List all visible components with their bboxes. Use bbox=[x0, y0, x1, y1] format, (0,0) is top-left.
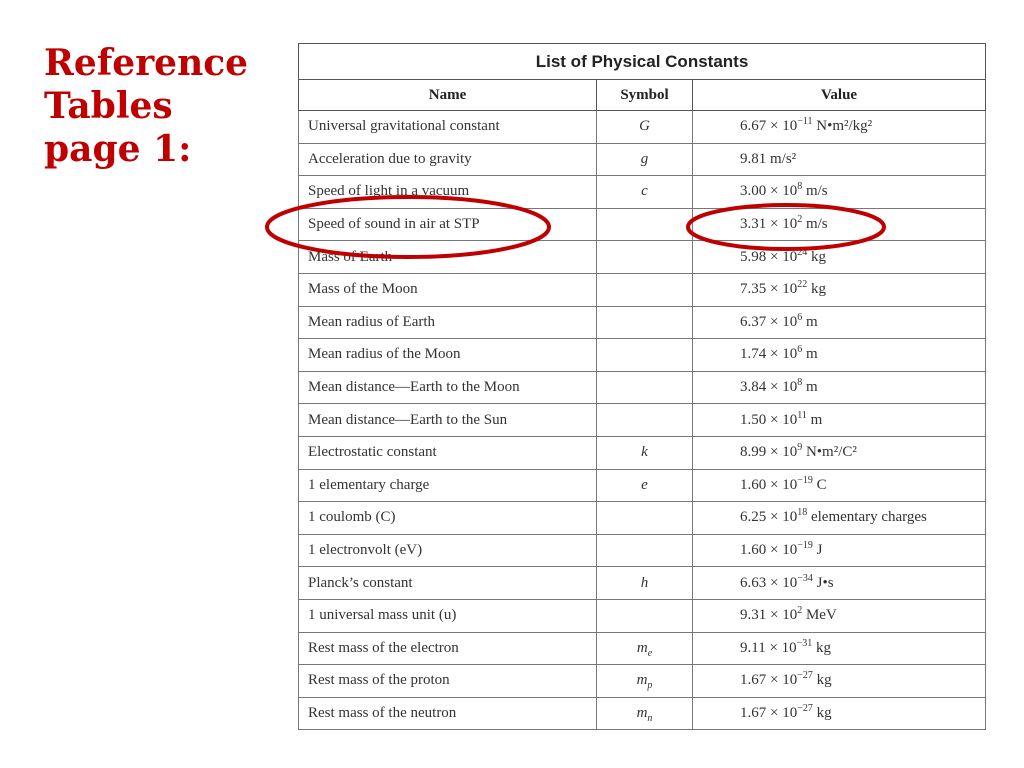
constant-symbol-subscript: p bbox=[647, 680, 653, 692]
constant-symbol bbox=[597, 273, 693, 306]
constant-value-unit: N•m²/kg² bbox=[812, 118, 873, 135]
constant-symbol-letter: h bbox=[640, 574, 649, 591]
column-header-symbol: Symbol bbox=[597, 80, 693, 111]
constant-symbol bbox=[597, 143, 693, 176]
constant-value-unit: kg bbox=[812, 639, 832, 656]
constant-value-unit: kg bbox=[812, 672, 832, 689]
constant-name: Rest mass of the electron bbox=[299, 632, 597, 665]
constant-name: Mean distance—Earth to the Sun bbox=[299, 404, 597, 437]
constant-value-exponent: 24 bbox=[797, 246, 808, 258]
constant-name: Mean distance—Earth to the Moon bbox=[299, 371, 597, 404]
table-row bbox=[299, 665, 986, 698]
constant-value-mantissa: 1.50 × 10 bbox=[740, 411, 798, 428]
constant-name: Mass of Earth bbox=[299, 241, 597, 274]
constant-value-unit: C bbox=[812, 476, 827, 493]
constant-value bbox=[693, 371, 986, 404]
constants-table-container bbox=[298, 43, 985, 730]
constant-value-mantissa: 9.31 × 10 bbox=[740, 607, 798, 624]
table-row bbox=[299, 502, 986, 535]
constant-symbol bbox=[597, 534, 693, 567]
constant-symbol bbox=[597, 665, 693, 698]
constant-value bbox=[693, 241, 986, 274]
constants-table bbox=[298, 43, 986, 730]
constant-symbol-letter: G bbox=[639, 118, 650, 135]
constant-value-unit: m bbox=[802, 346, 818, 363]
constant-value bbox=[693, 502, 986, 535]
constant-value-exponent: 18 bbox=[797, 507, 808, 519]
constant-value-exponent: −27 bbox=[797, 670, 813, 682]
constant-name: 1 universal mass unit (u) bbox=[299, 599, 597, 632]
constant-symbol bbox=[597, 339, 693, 372]
constant-name: Mean radius of the Moon bbox=[299, 339, 597, 372]
constant-symbol-subscript: n bbox=[647, 712, 653, 724]
constant-value-exponent: 8 bbox=[797, 181, 803, 193]
constant-name: Speed of light in a vacuum bbox=[299, 176, 597, 209]
constant-value-mantissa: 7.35 × 10 bbox=[740, 281, 798, 298]
constant-value bbox=[693, 273, 986, 306]
constant-value-mantissa: 1.67 × 10 bbox=[740, 672, 798, 689]
constant-value-mantissa: 9.81 m/s² bbox=[740, 150, 797, 167]
constant-value-exponent: −19 bbox=[797, 474, 813, 486]
table-row bbox=[299, 404, 986, 437]
table-row bbox=[299, 599, 986, 632]
constant-symbol-letter: g bbox=[640, 150, 649, 167]
constant-symbol-letter: k bbox=[641, 444, 648, 461]
table-row bbox=[299, 469, 986, 502]
constant-value-exponent: 11 bbox=[797, 409, 807, 421]
constant-value-unit: J bbox=[812, 542, 823, 559]
constant-value-mantissa: 6.25 × 10 bbox=[740, 509, 798, 526]
constant-symbol bbox=[597, 176, 693, 209]
table-row bbox=[299, 697, 986, 730]
constant-value-exponent: −19 bbox=[797, 540, 813, 552]
constant-symbol bbox=[597, 436, 693, 469]
constant-symbol-letter: m bbox=[636, 672, 648, 689]
constant-name: Electrostatic constant bbox=[299, 436, 597, 469]
constant-name: Mean radius of Earth bbox=[299, 306, 597, 339]
constant-value-exponent: 6 bbox=[797, 344, 803, 356]
table-row bbox=[299, 632, 986, 665]
table-title: List of Physical Constants bbox=[299, 44, 986, 80]
constant-value bbox=[693, 567, 986, 600]
constant-value-unit: m/s bbox=[802, 183, 828, 200]
constant-value bbox=[693, 665, 986, 698]
table-row bbox=[299, 534, 986, 567]
constant-symbol-letter: e bbox=[641, 476, 648, 493]
constant-symbol-subscript: e bbox=[647, 647, 653, 659]
constant-value bbox=[693, 143, 986, 176]
constant-value-unit: J•s bbox=[812, 574, 834, 591]
constant-value-unit: kg bbox=[812, 704, 832, 721]
constant-symbol-letter: m bbox=[636, 639, 648, 656]
constant-name: 1 electronvolt (eV) bbox=[299, 534, 597, 567]
constant-symbol bbox=[597, 469, 693, 502]
constant-value-unit: elementary charges bbox=[807, 509, 927, 526]
constant-value bbox=[693, 534, 986, 567]
slide-title-line-1: Reference bbox=[44, 42, 249, 84]
constant-value-unit: m/s bbox=[802, 216, 828, 233]
table-row bbox=[299, 273, 986, 306]
table-row bbox=[299, 143, 986, 176]
constant-symbol bbox=[597, 567, 693, 600]
constant-name: Speed of sound in air at STP bbox=[299, 208, 597, 241]
constant-value-mantissa: 1.67 × 10 bbox=[740, 704, 798, 721]
constant-value bbox=[693, 306, 986, 339]
constant-value-exponent: −34 bbox=[797, 572, 813, 584]
constant-value-mantissa: 6.67 × 10 bbox=[740, 118, 798, 135]
constant-symbol-letter: c bbox=[641, 183, 648, 200]
constant-name: 1 elementary charge bbox=[299, 469, 597, 502]
constant-value-unit: kg bbox=[807, 281, 826, 298]
constant-value-mantissa: 9.11 × 10 bbox=[740, 639, 797, 656]
constant-symbol bbox=[597, 502, 693, 535]
constant-value-mantissa: 3.00 × 10 bbox=[740, 183, 798, 200]
constant-value-unit: m bbox=[802, 379, 818, 396]
table-body bbox=[299, 111, 986, 730]
table-row bbox=[299, 241, 986, 274]
table-row bbox=[299, 176, 986, 209]
constant-symbol-letter: m bbox=[636, 704, 648, 721]
constant-value-exponent: 6 bbox=[797, 311, 803, 323]
constant-symbol bbox=[597, 208, 693, 241]
slide-title-line-3: page 1: bbox=[44, 128, 192, 170]
constant-value-mantissa: 1.74 × 10 bbox=[740, 346, 798, 363]
constant-symbol bbox=[597, 404, 693, 437]
constant-value-exponent: 2 bbox=[797, 214, 803, 226]
constant-value-mantissa: 6.63 × 10 bbox=[740, 574, 798, 591]
constant-value-mantissa: 1.60 × 10 bbox=[740, 476, 798, 493]
constant-value-unit: m bbox=[802, 313, 818, 330]
table-row bbox=[299, 371, 986, 404]
constant-value bbox=[693, 404, 986, 437]
constant-value-unit: MeV bbox=[802, 607, 837, 624]
table-row bbox=[299, 567, 986, 600]
constant-value bbox=[693, 599, 986, 632]
constant-value-exponent: −11 bbox=[797, 116, 813, 128]
constant-symbol bbox=[597, 111, 693, 144]
table-row bbox=[299, 306, 986, 339]
table-row bbox=[299, 339, 986, 372]
constant-symbol bbox=[597, 599, 693, 632]
constant-name: Rest mass of the proton bbox=[299, 665, 597, 698]
constant-value-exponent: 8 bbox=[797, 377, 803, 389]
constant-value-exponent: 2 bbox=[797, 605, 803, 617]
slide-title-line-2: Tables bbox=[44, 85, 173, 127]
constant-value bbox=[693, 176, 986, 209]
constant-value bbox=[693, 632, 986, 665]
constant-value-exponent: −31 bbox=[796, 637, 813, 649]
constant-name: Rest mass of the neutron bbox=[299, 697, 597, 730]
table-row bbox=[299, 208, 986, 241]
constant-name: Universal gravitational constant bbox=[299, 111, 597, 144]
constant-value bbox=[693, 111, 986, 144]
constant-value-unit: N•m²/C² bbox=[802, 444, 857, 461]
table-row bbox=[299, 436, 986, 469]
slide-title bbox=[44, 42, 274, 171]
constant-value-exponent: 22 bbox=[797, 279, 808, 291]
constant-value-mantissa: 3.84 × 10 bbox=[740, 379, 798, 396]
constant-value bbox=[693, 339, 986, 372]
constant-value-mantissa: 5.98 × 10 bbox=[740, 248, 798, 265]
constant-symbol bbox=[597, 632, 693, 665]
constant-name: Planck’s constant bbox=[299, 567, 597, 600]
column-header-name: Name bbox=[299, 80, 597, 111]
column-header-value: Value bbox=[693, 80, 986, 111]
table-row bbox=[299, 111, 986, 144]
constant-value bbox=[693, 208, 986, 241]
constant-value-unit: kg bbox=[807, 248, 826, 265]
constant-name: 1 coulomb (C) bbox=[299, 502, 597, 535]
constant-value bbox=[693, 697, 986, 730]
constant-symbol bbox=[597, 697, 693, 730]
constant-value-mantissa: 3.31 × 10 bbox=[740, 216, 798, 233]
constant-symbol bbox=[597, 371, 693, 404]
constant-name: Acceleration due to gravity bbox=[299, 143, 597, 176]
constant-value-mantissa: 8.99 × 10 bbox=[740, 444, 798, 461]
constant-value-mantissa: 1.60 × 10 bbox=[740, 542, 798, 559]
constant-value-mantissa: 6.37 × 10 bbox=[740, 313, 798, 330]
constant-symbol bbox=[597, 241, 693, 274]
constant-value bbox=[693, 469, 986, 502]
constant-value-exponent: −27 bbox=[797, 702, 813, 714]
constant-symbol bbox=[597, 306, 693, 339]
constant-value-unit: m bbox=[806, 411, 823, 428]
constant-name: Mass of the Moon bbox=[299, 273, 597, 306]
constant-value bbox=[693, 436, 986, 469]
constant-value-exponent: 9 bbox=[797, 442, 803, 454]
